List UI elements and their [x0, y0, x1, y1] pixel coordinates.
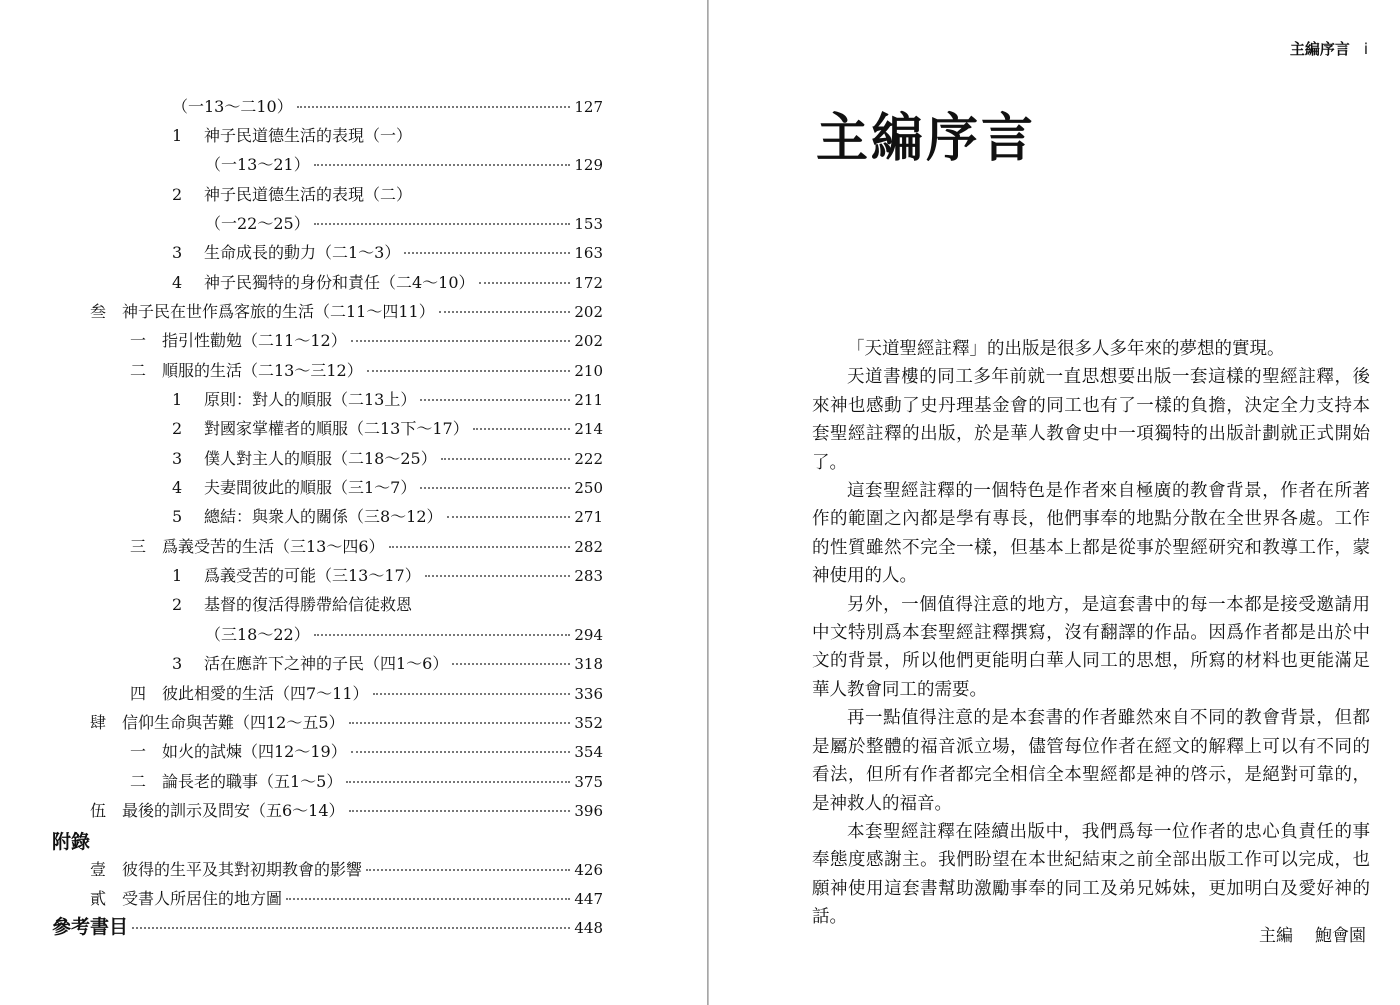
toc-entry-title: （一13～二10） — [172, 97, 293, 116]
toc-entry-number: 伍 — [90, 801, 107, 820]
toc-entry — [172, 273, 603, 293]
toc-entry-page-number: 396 — [574, 802, 603, 820]
toc-entry-page-number: 294 — [574, 626, 603, 644]
toc-entry-title: 對國家掌權者的順服（二13下～17） — [204, 419, 469, 438]
toc-entry-page-number: 336 — [574, 685, 603, 703]
toc-entry — [130, 684, 603, 704]
toc-entry — [205, 155, 603, 175]
dot-leader — [447, 508, 571, 518]
toc-entry-number: 1 — [172, 566, 183, 585]
toc-entry-page-number: 214 — [574, 420, 603, 438]
toc-entry — [172, 507, 603, 527]
toc-entry-title: 生命成長的動力（二1～3） — [204, 243, 401, 262]
toc-entry-page-number: 202 — [574, 303, 603, 321]
toc-entry-page-number: 250 — [574, 479, 603, 497]
toc-entry-title: 信仰生命與苦難（四12～五5） — [122, 713, 345, 732]
preface-paragraph: 天道書樓的同工多年前就一直思想要出版一套這樣的聖經註釋，後來神也感動了史丹理基金會的同工也有了一樣的負擔，決定全力支持本套聖經註釋的出版，於是華人教會史中一項獨特的出版計劃就正式開始了。 — [812, 367, 1370, 473]
toc-entry-page-number: 354 — [574, 743, 603, 761]
toc-entry-number: 3 — [172, 243, 183, 262]
dot-leader — [314, 215, 571, 225]
toc-entry — [172, 566, 603, 586]
toc-entry-title: 總結：與衆人的關係（三8～12） — [204, 507, 443, 526]
toc-entry-page-number: 282 — [574, 538, 603, 556]
toc-entry-title: 論長老的職事（五1～5） — [162, 772, 343, 791]
toc-entry-title: 順服的生活（二13～三12） — [162, 361, 363, 380]
toc-entry-title: 指引性勸勉（二11～12） — [162, 331, 347, 350]
toc-entry-page-number: 127 — [574, 98, 603, 116]
toc-entry-title: 神子民道德生活的表現（一） — [204, 126, 413, 145]
toc-entry-page-number: 172 — [574, 274, 603, 292]
preface-body — [812, 335, 1370, 932]
toc-entry-number: 一 — [130, 742, 147, 761]
toc-entry-title: 彼得的生平及其對初期教會的影響 — [122, 860, 363, 879]
toc-entry-number: 2 — [172, 419, 183, 438]
dot-leader — [479, 274, 571, 284]
dot-leader — [349, 714, 571, 724]
toc-entry — [172, 390, 603, 410]
dot-leader — [314, 626, 571, 636]
toc-entry-number: 3 — [172, 654, 183, 673]
toc-entry-title: 原則：對人的順服（二13上） — [204, 390, 417, 409]
toc-entry-title: 僕人對主人的順服（二18～25） — [204, 449, 437, 468]
running-head — [1290, 38, 1368, 59]
preface-paragraph: 這套聖經註釋的一個特色是作者來自極廣的教會背景，作者在所著作的範圍之內都是學有專長，他們事奉的地點分散在全世界各處。工作的性質雖然不完全一樣，但基本上都是從事於聖經研究和教導工作，蒙神使用的人。 — [812, 481, 1370, 587]
toc-entry-title: 爲義受苦的可能（三13～17） — [204, 566, 421, 585]
preface-paragraph: 「天道聖經註釋」的出版是很多人多年來的夢想的實現。 — [847, 339, 1285, 359]
toc-entry — [90, 713, 603, 733]
toc-entry-page-number: 202 — [574, 332, 603, 350]
toc-entry — [172, 449, 603, 469]
toc-entry-page-number: 426 — [574, 861, 603, 879]
toc-entry — [172, 185, 603, 205]
toc-entry-page-number: 352 — [574, 714, 603, 732]
toc-entry-number: 二 — [130, 772, 147, 791]
dot-leader — [404, 244, 570, 254]
signature — [1259, 921, 1366, 946]
toc-entry — [130, 361, 603, 381]
dot-leader — [286, 890, 570, 900]
toc-entry-title: 基督的復活得勝帶給信徒救恩 — [204, 595, 413, 614]
running-head-page-number: i — [1363, 40, 1368, 58]
toc-entry — [172, 654, 603, 674]
toc-entry — [130, 742, 603, 762]
toc-entry-title: 受書人所居住的地方圖 — [122, 889, 283, 908]
appendix-entry — [90, 860, 603, 880]
chapter-title: 主編序言 — [816, 109, 1037, 169]
toc-entry-title: 彼此相愛的生活（四7～11） — [162, 684, 369, 703]
dot-leader — [367, 362, 571, 372]
dot-leader — [346, 773, 570, 783]
signature-name: 鮑會園 — [1315, 926, 1366, 946]
dot-leader — [473, 420, 571, 430]
toc-entry-page-number: 210 — [574, 362, 603, 380]
toc-entry-title: 神子民在世作爲客旅的生活（二11～四11） — [122, 302, 435, 321]
toc-entry-number: 1 — [172, 126, 183, 145]
toc-entry — [130, 537, 603, 557]
toc-entry — [90, 801, 603, 821]
toc-entry-page-number: 318 — [574, 655, 603, 673]
toc-entry-title: （一22～25） — [205, 214, 310, 233]
toc-entry-number: 壹 — [90, 860, 107, 879]
toc-entry-title: 如火的試煉（四12～19） — [162, 742, 347, 761]
book-spine-divider — [707, 0, 709, 1005]
bibliography-entry — [52, 917, 603, 938]
toc-entry-page-number: 271 — [574, 508, 603, 526]
bibliography-page-number: 448 — [574, 919, 603, 937]
dot-leader — [373, 685, 571, 695]
dot-leader — [297, 98, 571, 108]
dot-leader — [420, 479, 570, 489]
toc-entry-title: （三18～22） — [205, 625, 310, 644]
dot-leader — [441, 450, 571, 460]
toc-entry — [90, 302, 603, 322]
toc-entry-number: 四 — [130, 684, 147, 703]
toc-entry-page-number: 153 — [574, 215, 603, 233]
preface-paragraph: 本套聖經註釋在陸續出版中，我們爲每一位作者的忠心負責任的事奉態度感謝主。我們盼望在本世紀結束之前全部出版工作可以完成，也願神使用這套書幫助激勵事奉的同工及弟兄姊妹，更加明白及愛好神的話。 — [812, 821, 1370, 928]
dot-leader — [351, 332, 571, 342]
dot-leader — [349, 802, 571, 812]
toc-entry-number: 2 — [172, 595, 183, 614]
toc-entry-number: 4 — [172, 273, 183, 292]
toc-entry-title: （一13～21） — [205, 155, 310, 174]
toc-entry-number: 三 — [130, 537, 147, 556]
toc-entry — [130, 772, 603, 792]
toc-entry — [172, 243, 603, 263]
dot-leader — [351, 743, 571, 753]
toc-entry-title: 爲義受苦的生活（三13～四6） — [162, 537, 385, 556]
toc-entry-number: 1 — [172, 390, 183, 409]
toc-entry-number: 二 — [130, 361, 147, 380]
toc-entry-page-number: 211 — [574, 391, 603, 409]
dot-leader — [420, 391, 570, 401]
dot-leader — [314, 156, 571, 166]
running-head-title: 主編序言 — [1289, 40, 1350, 58]
toc-entry-number: 一 — [130, 331, 147, 350]
toc-entry — [130, 331, 603, 351]
dot-leader — [132, 919, 570, 929]
toc-entry-title: 活在應許下之神的子民（四1～6） — [204, 654, 449, 673]
toc-entry-title: 神子民道德生活的表現（二） — [204, 185, 413, 204]
toc-entry-title: 夫妻間彼此的順服（三1～7） — [204, 478, 417, 497]
toc-entry-number: 貳 — [90, 889, 107, 908]
appendix-heading: 附錄 — [52, 831, 91, 853]
toc-entry — [205, 214, 603, 234]
toc-entry-number: 4 — [172, 478, 183, 497]
dot-leader — [425, 567, 571, 577]
toc-entry — [172, 419, 603, 439]
toc-entry-title: 神子民獨特的身份和責任（二4～10） — [204, 273, 475, 292]
preface-paragraph: 再一點值得注意的是本套書的作者雖然來自不同的教會背景，但都是屬於整體的福音派立場，儘管每位作者在經文的解釋上可以有不同的看法，但所有作者都完全相信全本聖經都是神的啓示，是絕對可靠的，是神救人的福音。 — [812, 708, 1370, 814]
toc-entry-page-number: 375 — [574, 773, 603, 791]
signature-role: 主編 — [1259, 926, 1293, 946]
toc-entry-number: 2 — [172, 185, 183, 204]
toc-entry — [172, 97, 603, 117]
toc-entry-page-number: 447 — [574, 890, 603, 908]
toc-entry-page-number: 163 — [574, 244, 603, 262]
dot-leader — [366, 861, 570, 871]
toc-entry-page-number: 283 — [574, 567, 603, 585]
dot-leader — [389, 538, 571, 548]
toc-entry — [172, 478, 603, 498]
preface-paragraph: 另外，一個值得注意的地方，是這套書中的每一本都是接受邀請用中文特別爲本套聖經註釋撰寫，沒有翻譯的作品。因爲作者都是出於中文的背景，所以他們更能明白華人同工的思想，所寫的材料也更能滿足華人教會同工的需要。 — [812, 594, 1370, 700]
dot-leader — [452, 655, 570, 665]
toc-entry — [172, 126, 603, 146]
dot-leader — [439, 303, 571, 313]
toc-entry-title: 最後的訓示及問安（五6～14） — [122, 801, 345, 820]
toc-entry-number: 叁 — [90, 302, 107, 321]
bibliography-title: 參考書目 — [52, 916, 129, 938]
toc-entry-number: 5 — [172, 507, 183, 526]
toc-entry-number: 肆 — [90, 713, 107, 732]
toc-entry-page-number: 129 — [574, 156, 603, 174]
toc-entry-page-number: 222 — [574, 450, 603, 468]
toc-entry-number: 3 — [172, 449, 183, 468]
toc-entry — [172, 595, 603, 615]
appendix-entry — [90, 889, 603, 909]
toc-entry — [205, 625, 603, 645]
preface-page — [712, 0, 1400, 1005]
